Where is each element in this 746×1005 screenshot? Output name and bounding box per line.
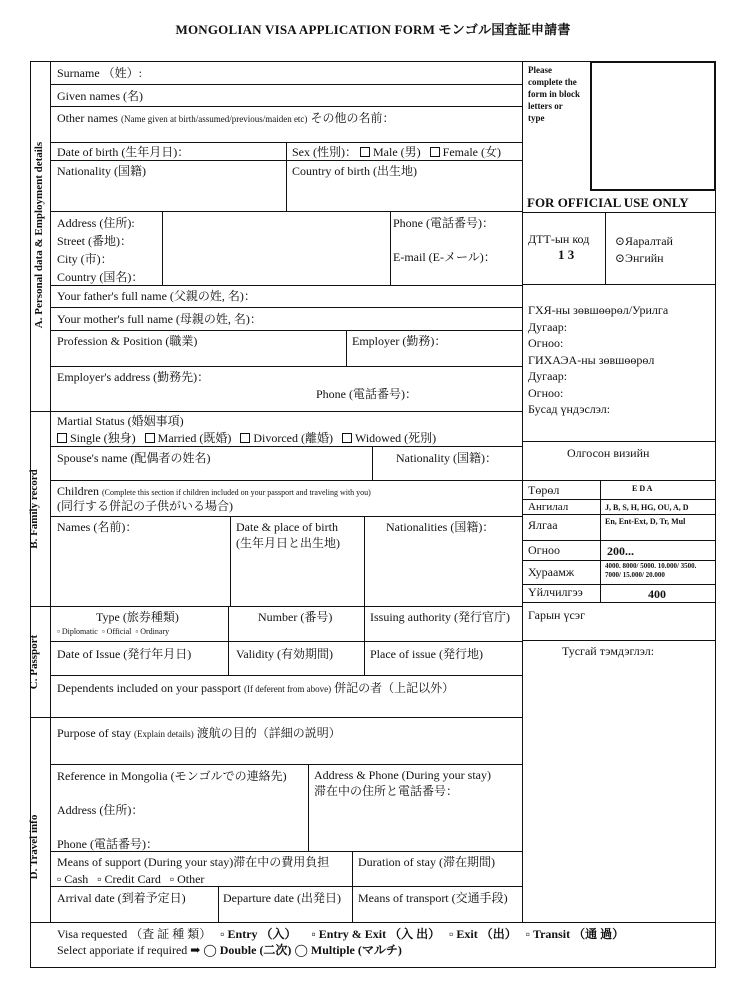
male-label: Male (男)	[373, 145, 421, 159]
place-of-issue-label: Place of issue (発行地)	[370, 647, 483, 661]
visa-date-value: 200...	[607, 544, 634, 558]
passport-type-options	[57, 627, 169, 637]
visa-fee-label: Хураамж	[528, 565, 575, 579]
children-jp-label: (同行する併記の子供がいる場合)	[57, 499, 233, 513]
normal-option[interactable]: ⊙Энгийн	[615, 251, 664, 265]
profession-label: Profession & Position (職業)	[57, 334, 198, 348]
other-names-note: (Name given at birth/assumed/previous/maiden etc)	[120, 114, 308, 124]
visa-service-label: Үйлчилгээ	[528, 585, 583, 599]
visa-requested-label: Visa requested （査 証 種 類）	[57, 927, 212, 941]
photo-box	[590, 61, 716, 191]
child-nationalities-label: Nationalities (国籍)：	[386, 520, 495, 534]
other-option[interactable]: ▫ Other	[169, 872, 205, 886]
children-label	[57, 484, 371, 498]
photo-note-line: type	[528, 113, 545, 123]
dtt-code-label: ДТТ-ын код	[528, 232, 590, 246]
phone-label: Phone (電話番号)：	[393, 216, 494, 230]
street-label: Street (番地)：	[57, 234, 132, 248]
official-line: Дугаар:	[528, 369, 568, 383]
photo-note-line: form in block	[528, 89, 581, 99]
official-line: ГИХАЭА-ны зөвшөөрөл	[528, 352, 655, 367]
sex-text: Sex (性別)：	[292, 145, 357, 159]
email-label: E-mail (E-メール)：	[393, 250, 496, 264]
other-names-text: Other names	[57, 111, 118, 125]
mother-name-label: Your mother's full name (母親の姓, 名)：	[57, 312, 262, 326]
visa-fee-value: 4000. 8000/ 5000. 10.000/ 3500. 7000/ 15.000/ 20.000	[605, 562, 697, 579]
female-checkbox[interactable]	[430, 147, 440, 157]
country-label: Country (国名)：	[57, 270, 144, 284]
country-birth-label: Country of birth (出生地)	[292, 164, 417, 178]
children-note: (Complete this section if children included on your passport and traveling with you)	[102, 488, 371, 497]
male-checkbox[interactable]	[360, 147, 370, 157]
purpose-jp: 渡航の目的（詳細の説明）	[196, 726, 341, 740]
arrival-date-label: Arrival date (到着予定日)	[57, 891, 186, 905]
other-names-label	[57, 111, 394, 125]
stay-address-jp-label: 滞在中の住所と電話番号：	[314, 784, 459, 798]
entry-exit-option[interactable]: ▫ Entry & Exit （入 出）	[311, 927, 441, 941]
credit-card-option[interactable]: ▫ Credit Card	[97, 872, 161, 886]
photo-note	[528, 64, 580, 124]
sex-label	[292, 145, 501, 159]
marital-options	[57, 431, 436, 445]
passport-number-label: Number (番号)	[258, 610, 333, 624]
dependents-text: Dependents included on your passport	[57, 681, 241, 695]
visa-date-label: Огноо	[528, 543, 561, 557]
surname-label: Surname （姓）:	[57, 66, 142, 80]
widowed-checkbox[interactable]	[342, 433, 352, 443]
transit-option[interactable]: ▫ Transit （通 過）	[525, 927, 625, 941]
visa-type-value: E D A	[632, 484, 653, 493]
children-text: Children	[57, 484, 99, 498]
divorced-label: Divorced (離婚)	[253, 431, 333, 445]
single-label: Single (独身)	[70, 431, 136, 445]
urgent-option[interactable]: ⊙Яаралтай	[615, 234, 673, 248]
official-lines	[528, 302, 668, 418]
means-of-support-label: Means of support (During your stay)滞在中の費用負担	[57, 855, 330, 869]
address-label: Address (住所):	[57, 216, 135, 230]
widowed-label: Widowed (死別)	[354, 431, 437, 445]
section-passport-label: C. Passport	[28, 634, 40, 690]
given-names-label: Given names (名)	[57, 89, 143, 103]
select-label: Select apporiate if required	[57, 943, 188, 957]
issued-visa-heading: Олгосон визийн	[567, 446, 650, 460]
special-notes-label: Тусгай тэмдэглэл:	[562, 644, 655, 658]
duration-label: Duration of stay (滞在期間)	[358, 855, 495, 869]
divorced-checkbox[interactable]	[240, 433, 250, 443]
spouse-name-label: Spouse's name (配偶者の姓名)	[57, 451, 211, 465]
child-birth-label: Date & place of birth	[236, 520, 338, 534]
purpose-of-stay-label	[57, 726, 341, 740]
purpose-note: (Explain details)	[134, 729, 194, 739]
date-of-issue-label: Date of Issue (発行年月日)	[57, 647, 192, 661]
support-options	[57, 872, 204, 886]
visa-category-value: J, B, S, H, HG, OU, A, D	[605, 503, 689, 512]
dob-label: Date of birth (生年月日)：	[57, 145, 190, 159]
reference-label: Reference in Mongolia (モンゴルでの連絡先)	[57, 769, 287, 783]
transport-label: Means of transport (交通手段)	[358, 891, 508, 905]
passport-type-label: Type (旅券種類)	[96, 610, 179, 624]
father-name-label: Your father's full name (父親の姓, 名)：	[57, 289, 256, 303]
employer-address-label: Employer's address (勤務先)：	[57, 370, 210, 384]
employer-label: Employer (勤務)：	[352, 334, 447, 348]
visa-service-value: 400	[648, 587, 666, 601]
visa-kind-value: En, Ent-Ext, D, Tr, Mul	[605, 517, 686, 526]
section-personal-label: A. Personal data & Employment details	[33, 141, 45, 329]
cash-option[interactable]: ▫ Cash	[57, 872, 89, 886]
visa-requested-row	[57, 927, 624, 941]
diplomatic-option[interactable]: ▫ Diplomatic	[57, 627, 98, 636]
official-line: Бусад үндэслэл:	[528, 402, 611, 416]
photo-note-line: complete the	[528, 77, 577, 87]
marital-status-label: Martial Status (婚姻事項)	[57, 414, 184, 428]
married-checkbox[interactable]	[145, 433, 155, 443]
issuing-authority-label: Issuing authority (発行官庁)	[370, 610, 510, 624]
photo-note-line: Please	[528, 65, 552, 75]
dependents-label	[57, 681, 454, 695]
married-label: Married (既婚)	[157, 431, 232, 445]
other-names-jp: その他の名前：	[310, 111, 395, 125]
form-title: MONGOLIAN VISA APPLICATION FORM モンゴル国査証申請書	[175, 22, 571, 37]
entry-option[interactable]: ▫ Entry （入）	[220, 927, 297, 941]
single-checkbox[interactable]	[57, 433, 67, 443]
visa-type-label: Төрөл	[528, 483, 560, 497]
reference-phone-label: Phone (電話番号)：	[57, 837, 158, 851]
official-option[interactable]: ▫ Official	[101, 627, 132, 636]
nationality-label: Nationality (国籍)	[57, 164, 146, 178]
spouse-nationality-label: Nationality (国籍)：	[396, 451, 497, 465]
official-line: ГХЯ-ны зөвшөөрөл/Урилга	[528, 303, 669, 317]
multiple-option[interactable]: ◯ Multiple (マルチ)	[294, 943, 402, 957]
visa-category-label: Ангилал	[528, 501, 569, 513]
dependents-jp: 併記の者（上記以外）	[334, 681, 455, 695]
stay-address-label: Address & Phone (During your stay)	[314, 768, 491, 782]
exit-option[interactable]: ▫ Exit （出）	[449, 927, 517, 941]
official-line: Огноо:	[528, 336, 564, 350]
city-label: City (市)：	[57, 252, 113, 266]
departure-date-label: Departure date (出発日)	[223, 891, 341, 905]
official-line: Дугаар:	[528, 319, 568, 334]
photo-note-line: letters or	[528, 101, 563, 111]
dependents-note: (If deferent from above)	[243, 684, 332, 694]
visa-kind-label: Ялгаа	[528, 518, 558, 532]
signature-label: Гарын үсэг	[528, 608, 585, 622]
double-option[interactable]: ➡ ◯ Double (二次)	[190, 943, 292, 957]
child-birth-jp-label: (生年月日と出生地)	[236, 536, 340, 550]
dtt-code-value: 1 3	[558, 247, 575, 262]
reference-address-label: Address (住所)：	[57, 803, 144, 817]
child-names-label: Names (名前)：	[57, 520, 138, 534]
ordinary-option[interactable]: ▫ Ordinary	[135, 627, 170, 636]
validity-label: Validity (有効期間)	[236, 647, 333, 661]
section-family-label: B. Family record	[28, 469, 40, 549]
section-travel-label: D. Travel info	[28, 814, 40, 880]
select-row	[57, 943, 402, 957]
employer-phone-label: Phone (電話番号)：	[316, 387, 417, 401]
female-label: Female (女)	[442, 145, 501, 159]
official-line: Огноо:	[528, 385, 564, 400]
purpose-text: Purpose of stay	[57, 726, 131, 740]
official-use-heading: FOR OFFICIAL USE ONLY	[527, 195, 689, 210]
